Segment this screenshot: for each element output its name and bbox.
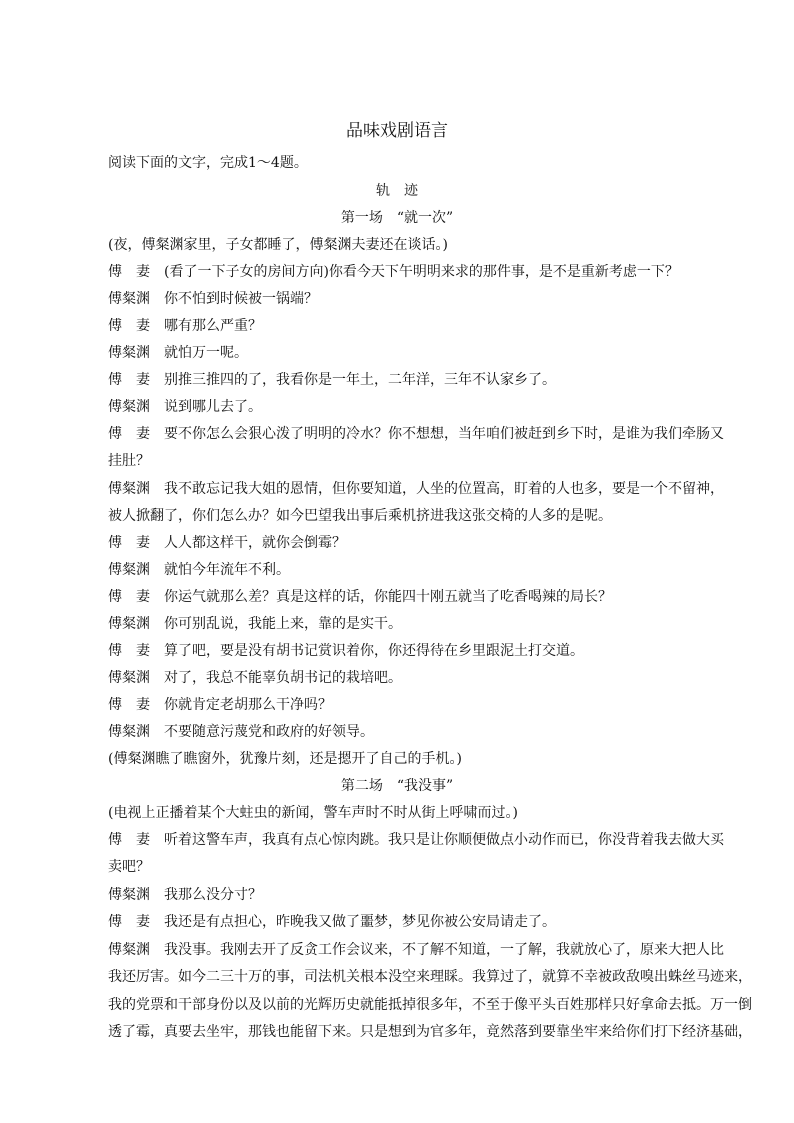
dialogue-text: 就怕万一呢。: [164, 345, 248, 361]
speaker-name: 傅 妻: [108, 372, 150, 388]
dialogue-text: 我还是有点担心，昨晚我又做了噩梦，梦见你被公安局请走了。: [164, 914, 556, 930]
dialogue-line: [108, 343, 698, 363]
dialogue-line: [108, 857, 698, 877]
speaker-name: 傅粲渊: [108, 724, 150, 740]
dialogue-text: 就怕今年流年不利。: [164, 562, 290, 578]
dialogue-text: (看了一下子女的房间方向)你看今天下午明明来求的那件事，是不是重新考虑一下？: [164, 264, 679, 280]
dialogue-text: 我那么没分寸？: [164, 887, 262, 903]
dialogue-text: 我还厉害。如今二三十万的事，司法机关根本没空来理睬。我算过了，就算不幸被政敌嗅出蛛丝马迹来，: [108, 969, 752, 985]
dialogue-text: 我的党票和干部身份以及以前的光辉历史就能抵掉很多年，不至于像平头百姓那样只好拿命去抵。万一倒: [108, 997, 752, 1013]
dialogue-line: [108, 262, 698, 282]
dialogue-text: 你可别乱说，我能上来，靠的是实干。: [164, 616, 402, 632]
dialogue-text: 我不敢忘记我大姐的恩情，但你要知道，人坐的位置高，盯着的人也多，要是一个不留神，: [164, 481, 724, 497]
speaker-name: 傅 妻: [108, 589, 150, 605]
speaker-name: 傅 妻: [108, 264, 150, 280]
speaker-name: 傅 妻: [108, 914, 150, 930]
page-title: 品味戏剧语言: [346, 121, 448, 141]
dialogue-text: 卖吧？: [108, 859, 150, 875]
dialogue-text: 你不怕到时候被一锅端？: [164, 291, 318, 307]
dialogue-line: [108, 289, 698, 309]
dialogue-line: [108, 830, 724, 850]
scene1-heading: 第一场 “就一次”: [340, 210, 454, 226]
dialogue-text: 别推三推四的了，我看你是一年土，二年洋，三年不认家乡了。: [164, 372, 556, 388]
dialogue-text: 挂肚？: [108, 453, 150, 469]
speaker-name: 傅粲渊: [108, 481, 150, 497]
dialogue-line: [108, 940, 724, 960]
instruction: 阅读下面的文字，完成1～4题。: [108, 155, 308, 171]
dialogue-text: 人人都这样干，就你会倒霉？: [164, 535, 346, 551]
dialogue-line: [108, 560, 698, 580]
speaker-name: 傅粲渊: [108, 616, 150, 632]
dialogue-line: [108, 885, 698, 905]
dialogue-text: 你运气就那么差？真是这样的话，你能四十刚五就当了吃香喝辣的局长？: [164, 589, 612, 605]
dialogue-text: 哪有那么严重？: [164, 318, 262, 334]
dialogue-line: [108, 722, 698, 742]
dialogue-line: [108, 587, 698, 607]
dialogue-line: [108, 424, 724, 444]
dialogue-line: [108, 967, 752, 987]
play-title: 轨 迹: [376, 183, 418, 199]
dialogue-text: 对了，我总不能辜负胡书记的栽培吧。: [164, 670, 402, 686]
dialogue-line: [108, 479, 724, 499]
scene2-heading: 第二场 “我没事”: [340, 778, 454, 794]
dialogue-line: [108, 451, 698, 471]
speaker-name: 傅 妻: [108, 426, 150, 442]
speaker-name: 傅粲渊: [108, 887, 150, 903]
speaker-name: 傅粲渊: [108, 345, 150, 361]
dialogue-text: 被人掀翻了，你们怎么办？如今巴望我出事后乘机挤进我这张交椅的人多的是呢。: [108, 508, 612, 524]
dialogue-line: [108, 695, 698, 715]
dialogue-text: 不要随意污蔑党和政府的好领导。: [164, 724, 374, 740]
scene1-stage-direction: (夜，傅粲渊家里，子女都睡了，傅粲渊夫妻还在谈话。): [108, 237, 448, 253]
speaker-name: 傅 妻: [108, 832, 150, 848]
scene2-stage-direction: (电视上正播着某个大蛀虫的新闻，警车声时不时从街上呼啸而过。): [108, 805, 518, 821]
speaker-name: 傅 妻: [108, 535, 150, 551]
speaker-name: 傅粲渊: [108, 291, 150, 307]
dialogue-text: 算了吧，要是没有胡书记赏识着你，你还得待在乡里跟泥土打交道。: [164, 643, 584, 659]
dialogue-text: 透了霉，真要去坐牢，那钱也能留下来。只是想到为官多年，竟然落到要靠坐牢来给你们打下经济基础，: [108, 1024, 752, 1040]
dialogue-line: [108, 397, 698, 417]
speaker-name: 傅粲渊: [108, 399, 150, 415]
dialogue-text: 要不你怎么会狠心泼了明明的冷水？你不想想，当年咱们被赶到乡下时，是谁为我们牵肠又: [164, 426, 724, 442]
dialogue-line: [108, 533, 698, 553]
speaker-name: 傅 妻: [108, 643, 150, 659]
dialogue-line: [108, 506, 698, 526]
dialogue-line: [108, 641, 698, 661]
dialogue-text: 说到哪儿去了。: [164, 399, 262, 415]
scene1-end-direction: (傅粲渊瞧了瞧窗外，犹豫片刻，还是摁开了自己的手机。): [108, 751, 462, 767]
dialogue-line: [108, 316, 698, 336]
speaker-name: 傅 妻: [108, 318, 150, 334]
dialogue-line: [108, 912, 698, 932]
dialogue-line: [108, 668, 698, 688]
dialogue-line: [108, 995, 752, 1015]
dialogue-text: 你就肯定老胡那么干净吗？: [164, 697, 332, 713]
dialogue-line: [108, 370, 698, 390]
speaker-name: 傅粲渊: [108, 670, 150, 686]
dialogue-text: 我没事。我刚去开了反贪工作会议来，不了解不知道，一了解，我就放心了，原来大把人比: [164, 942, 724, 958]
speaker-name: 傅粲渊: [108, 942, 150, 958]
speaker-name: 傅 妻: [108, 697, 150, 713]
dialogue-text: 听着这警车声，我真有点心惊肉跳。我只是让你顺便做点小动作而已，你没背着我去做大买: [164, 832, 724, 848]
dialogue-line: [108, 614, 698, 634]
dialogue-line: [108, 1022, 752, 1042]
speaker-name: 傅粲渊: [108, 562, 150, 578]
